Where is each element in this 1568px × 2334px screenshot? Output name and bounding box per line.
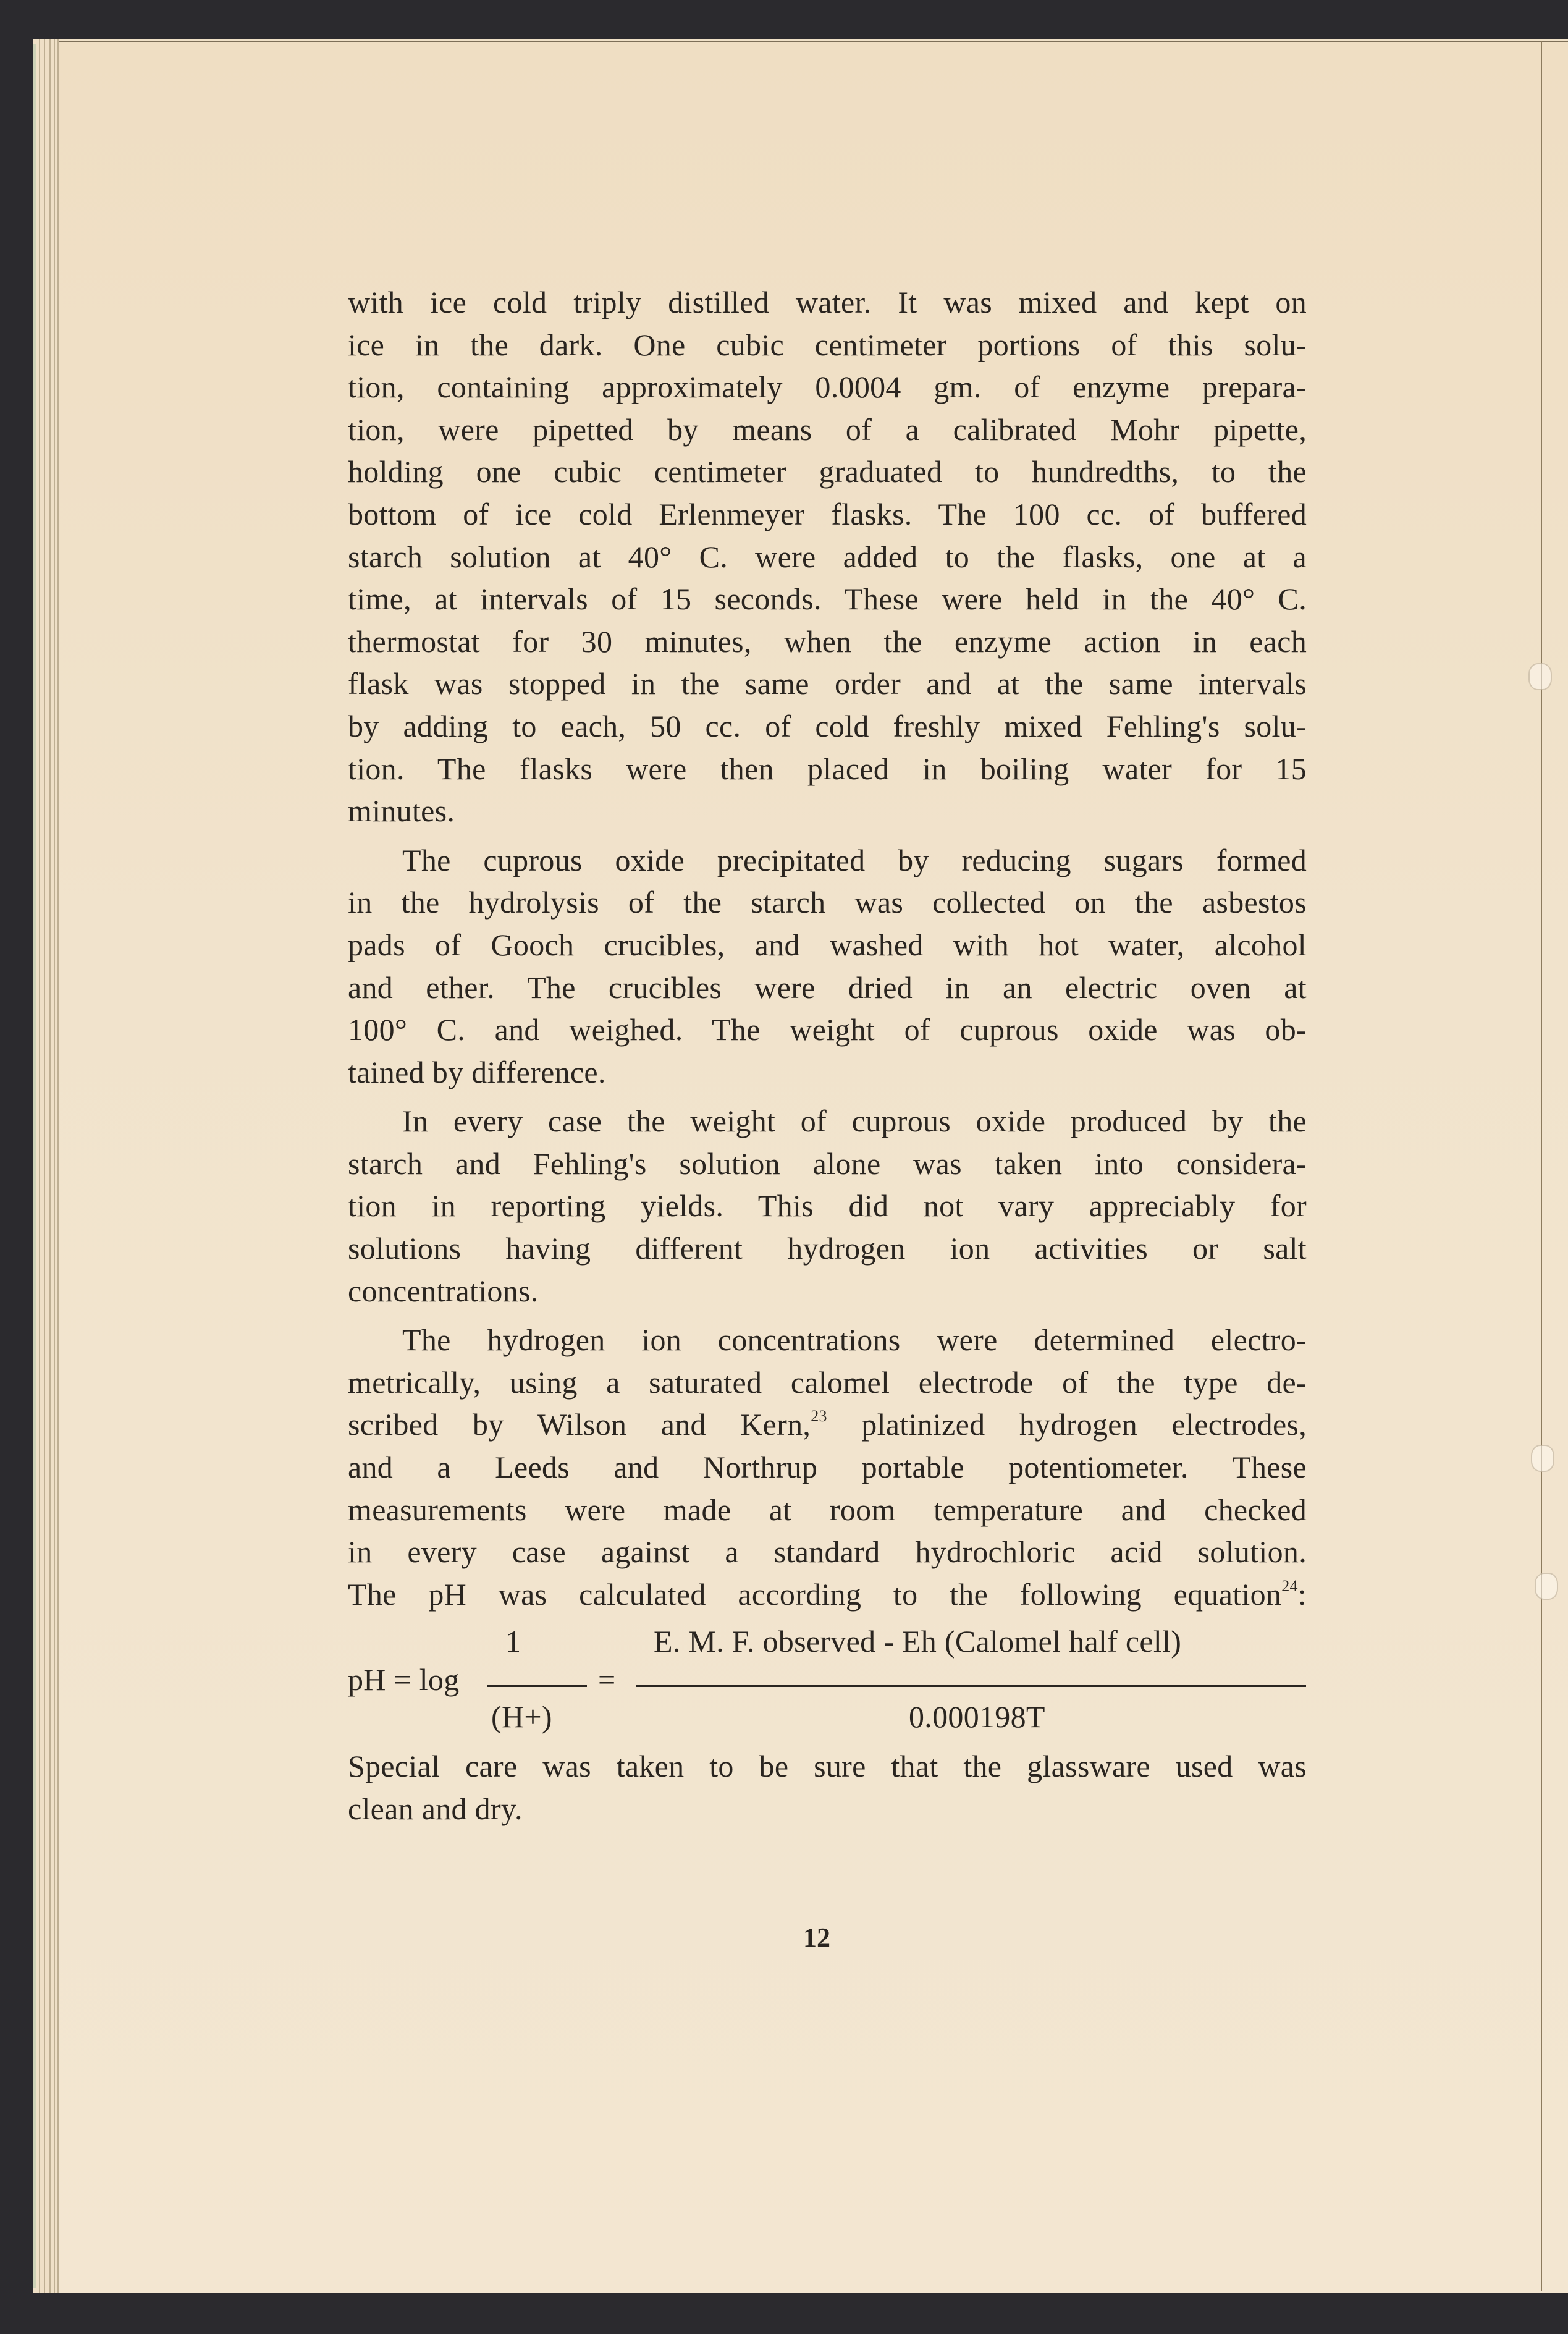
- text-line: tion, were pipetted by means of a calibrated Mohr pipette,: [348, 412, 1307, 447]
- text-line: tion. The flasks were then placed in boiling water for 15: [348, 751, 1307, 786]
- page-edge-highlight: [33, 44, 36, 2288]
- fraction-1-bar: [487, 1685, 587, 1687]
- text-line-with-footnote: [348, 1403, 1307, 1446]
- ph-equation: [348, 1622, 1307, 1745]
- text-line: and a Leeds and Northrup portable potentiometer. These: [348, 1450, 1307, 1485]
- text-line: 100° C. and weighed. The weight of cuprous oxide was ob-: [348, 1012, 1307, 1047]
- text-line: The cuprous oxide precipitated by reducing sugars formed: [402, 842, 1307, 877]
- page-edge-line: [44, 39, 45, 2293]
- fraction-2-bar: [636, 1685, 1306, 1687]
- text-line: with ice cold triply distilled water. It was mixed and kept on: [348, 285, 1307, 319]
- text-line: solutions having different hydrogen ion activities or salt: [348, 1231, 1307, 1266]
- text-line-with-footnote: [348, 1573, 1307, 1616]
- body-text: [348, 281, 1307, 1830]
- paragraph-3: [348, 1100, 1307, 1312]
- footnote-ref-23: 23: [811, 1407, 827, 1426]
- binding-fold-line: [1541, 41, 1542, 2291]
- text-line: flask was stopped in the same order and at the same intervals: [348, 666, 1307, 701]
- page-edge-line: [54, 39, 55, 2293]
- paragraph-2: [348, 839, 1307, 1094]
- staple-mark-2: [1531, 1445, 1554, 1472]
- text-line: time, at intervals of 15 seconds. These were held in the 40° C.: [348, 581, 1307, 617]
- text-line: tion, containing approximately 0.0004 gm. of enzyme prepara-: [348, 370, 1307, 405]
- text-line: holding one cubic centimeter graduated to hundredths, to the: [348, 454, 1307, 489]
- text-line: tion in reporting yields. This did not vary appreciably for: [348, 1188, 1307, 1224]
- text-fragment: The pH was calculated according to the following equation: [348, 1576, 1282, 1612]
- paragraph-1: [348, 281, 1307, 832]
- text-line: clean and dry.: [348, 1791, 523, 1826]
- text-line: tained by difference.: [348, 1054, 606, 1089]
- text-line: in every case against a standard hydrochloric acid solution.: [348, 1534, 1307, 1570]
- text-line: starch solution at 40° C. were added to the flasks, one at a: [348, 539, 1307, 574]
- equation-lhs: pH = log: [348, 1662, 460, 1698]
- page-edge-line: [49, 39, 51, 2293]
- text-line: and ether. The crucibles were dried in an electric oven at: [348, 970, 1307, 1005]
- text-line: by adding to each, 50 cc. of cold freshly mixed Fehling's solu-: [348, 708, 1307, 743]
- text-fragment: platinized hydrogen electrodes,: [827, 1407, 1307, 1442]
- staple-mark-3: [1535, 1573, 1558, 1600]
- paragraph-closing: [348, 1745, 1307, 1830]
- fraction-1-numerator: 1: [505, 1624, 521, 1659]
- text-line: In every case the weight of cuprous oxide produced by the: [402, 1104, 1307, 1139]
- text-line: Special care was taken to be sure that the glassware used was: [348, 1749, 1307, 1784]
- text-line: in the hydrolysis of the starch was collected on the asbestos: [348, 885, 1307, 920]
- text-line: The hydrogen ion concentrations were determined electro-: [402, 1322, 1307, 1358]
- text-fragment: :: [1297, 1576, 1307, 1612]
- text-line: thermostat for 30 minutes, when the enzyme action in each: [348, 624, 1307, 659]
- fraction-2-numerator: E. M. F. observed - Eh (Calomel half cell): [654, 1624, 1182, 1659]
- staple-mark-1: [1528, 663, 1552, 690]
- fraction-1-denominator: (H+): [491, 1699, 552, 1735]
- page-number: 12: [803, 1922, 830, 1953]
- paragraph-4: [348, 1319, 1307, 1615]
- text-line: starch and Fehling's solution alone was taken into considera-: [348, 1146, 1307, 1181]
- text-line: concentrations.: [348, 1273, 539, 1308]
- fraction-2-denominator: 0.000198T: [909, 1699, 1045, 1735]
- text-line: measurements were made at room temperature and checked: [348, 1492, 1307, 1527]
- text-line: minutes.: [348, 793, 455, 829]
- text-line: metrically, using a saturated calomel electrode of the type de-: [348, 1364, 1307, 1400]
- text-line: ice in the dark. One cubic centimeter portions of this solu-: [348, 327, 1307, 362]
- equation-equals: =: [598, 1662, 616, 1698]
- footnote-ref-24: 24: [1281, 1576, 1298, 1595]
- page-edge-line: [39, 39, 40, 2293]
- text-line: bottom of ice cold Erlenmeyer flasks. The 100 cc. of buffered: [348, 496, 1307, 531]
- text-line: pads of Gooch crucibles, and washed with hot water, alcohol: [348, 927, 1307, 962]
- text-fragment: scribed by Wilson and Kern,: [348, 1407, 811, 1442]
